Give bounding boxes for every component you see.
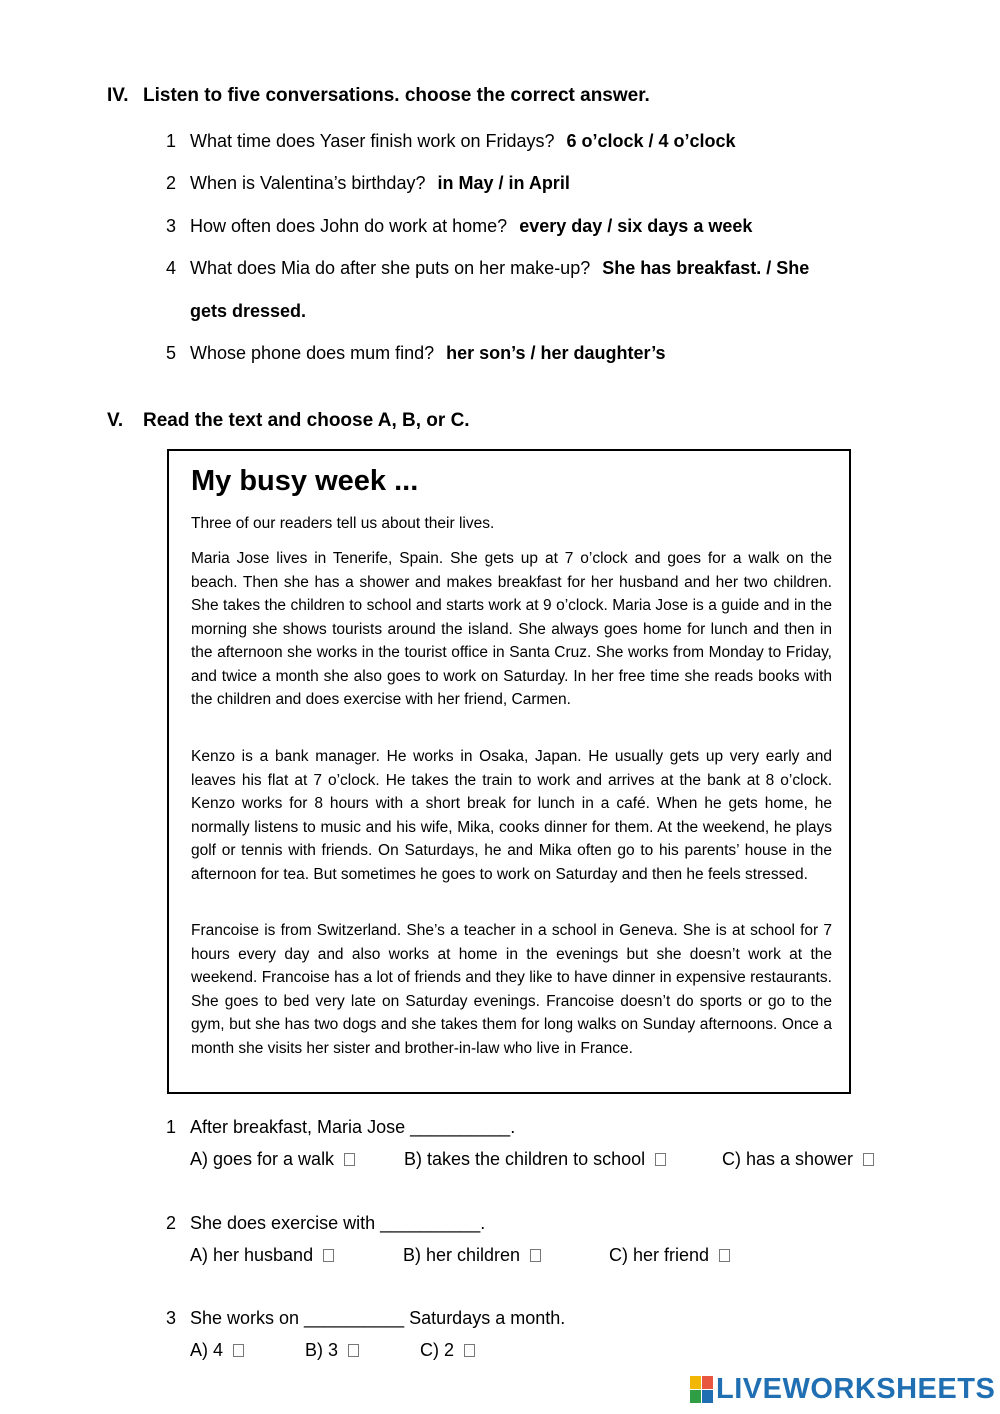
section-v-heading (107, 410, 470, 432)
answer-choices[interactable]: 6 o’clock / 4 o’clock (566, 131, 736, 151)
question-number: 5 (166, 343, 177, 363)
section-iv-number: IV. (107, 85, 129, 106)
checkbox-icon[interactable] (323, 1249, 334, 1262)
option-label: C) has a shower (722, 1149, 854, 1169)
question-text: Whose phone does mum find? (190, 343, 435, 363)
question-text: What does Mia do after she puts on her make-up? (190, 258, 591, 278)
question-stem: After breakfast, Maria Jose __________. (190, 1117, 516, 1137)
option-label: C) her friend (609, 1245, 710, 1265)
checkbox-icon[interactable] (655, 1153, 666, 1166)
checkbox-icon[interactable] (530, 1249, 541, 1262)
answer-choices[interactable]: her son’s / her daughter’s (446, 343, 666, 363)
option-c[interactable] (722, 1149, 874, 1170)
question-number: 3 (166, 216, 177, 236)
logo-text: LIVEWORKSHEETS (716, 1373, 996, 1405)
option-c[interactable] (609, 1245, 730, 1266)
section-iv-heading (107, 85, 650, 107)
checkbox-icon[interactable] (348, 1344, 359, 1357)
checkbox-icon[interactable] (863, 1153, 874, 1166)
paragraph-maria-jose: Maria Jose lives in Tenerife, Spain. She gets up at 7 o’clock and goes for a walk on the beach. Then she has a shower and makes breakfast for her husband and her two children. She takes the children to school and starts work at 9 o’clock. Maria Jose is a guide and in the morning she shows tourists around the island. She always goes home for lunch and then in the afternoon she works in the tourist office in Santa Cruz. She works from Monday to Friday, and twice a month she also goes to work on Saturday. In her free time she reads books with the children and does exercise with her friend, Carmen. (191, 550, 832, 708)
section-iv-title: Listen to five conversations. choose the correct answer. (143, 85, 650, 106)
question-stem: She does exercise with __________. (190, 1213, 486, 1233)
checkbox-icon[interactable] (719, 1249, 730, 1262)
option-a[interactable] (190, 1340, 244, 1361)
question-number: 2 (166, 173, 177, 193)
answer-choices[interactable]: in May / in April (437, 173, 570, 193)
option-b[interactable] (403, 1245, 541, 1266)
reading-title: My busy week ... (191, 465, 419, 497)
option-a[interactable] (190, 1245, 334, 1266)
liveworksheets-mark-icon (690, 1376, 714, 1404)
paragraph-francoise: Francoise is from Switzerland. She’s a teacher in a school in Geneva. She is at school for 7 hours every day and also works at home in the evenings but she doesn’t work at the weekend. Francoise has a lot of friends and they like to have dinner in expensive restaurants. She goes to bed very late on Saturday evenings. Francoise doesn’t do sports or go to the gym, but she has two dogs and she takes them for long walks on Sunday afternoons. Once a month she visits her sister and brother-in-law who live in France. (191, 922, 832, 1057)
option-label: A) 4 (190, 1340, 224, 1360)
reading-intro: Three of our readers tell us about their lives. (191, 515, 495, 532)
question-text: How often does John do work at home? (190, 216, 508, 236)
question-number: 1 (166, 1117, 177, 1137)
option-b[interactable] (305, 1340, 359, 1361)
answer-choices-continued[interactable]: gets dressed. (190, 301, 307, 321)
answer-choices[interactable]: every day / six days a week (519, 216, 753, 236)
answer-choices[interactable]: She has breakfast. / She (602, 258, 810, 278)
option-label: A) her husband (190, 1245, 314, 1265)
option-b[interactable] (404, 1149, 666, 1170)
option-label: A) goes for a walk (190, 1149, 335, 1169)
section-v-number: V. (107, 410, 124, 431)
reading-text-box (167, 449, 851, 1094)
option-label: B) her children (403, 1245, 521, 1265)
checkbox-icon[interactable] (344, 1153, 355, 1166)
paragraph-kenzo: Kenzo is a bank manager. He works in Osaka, Japan. He usually gets up very early and leaves his flat at 7 o’clock. He takes the train to work and arrives at the bank at 8 o’clock. Kenzo works for 8 hours with a short break for lunch in a café. When he gets home, he normally listens to music and his wife, Mika, cooks dinner for them. At the weekend, he plays golf or tennis with friends. On Saturdays, he and Mika often go to his parents’ house in the afternoon for tea. But sometimes he goes to work on Saturday and then he feels stressed. (191, 748, 832, 883)
option-label: C) 2 (420, 1340, 455, 1360)
question-number: 3 (166, 1308, 177, 1328)
option-label: B) 3 (305, 1340, 339, 1360)
question-number: 4 (166, 258, 177, 278)
question-text: When is Valentina’s birthday? (190, 173, 426, 193)
question-number: 1 (166, 131, 177, 151)
checkbox-icon[interactable] (233, 1344, 244, 1357)
question-stem: She works on __________ Saturdays a month. (190, 1308, 566, 1328)
option-a[interactable] (190, 1149, 355, 1170)
checkbox-icon[interactable] (464, 1344, 475, 1357)
option-label: B) takes the children to school (404, 1149, 646, 1169)
question-text: What time does Yaser finish work on Fridays? (190, 131, 555, 151)
option-c[interactable] (420, 1340, 475, 1361)
section-v-title: Read the text and choose A, B, or C. (143, 410, 470, 431)
question-number: 2 (166, 1213, 177, 1233)
liveworksheets-logo (690, 1373, 995, 1406)
